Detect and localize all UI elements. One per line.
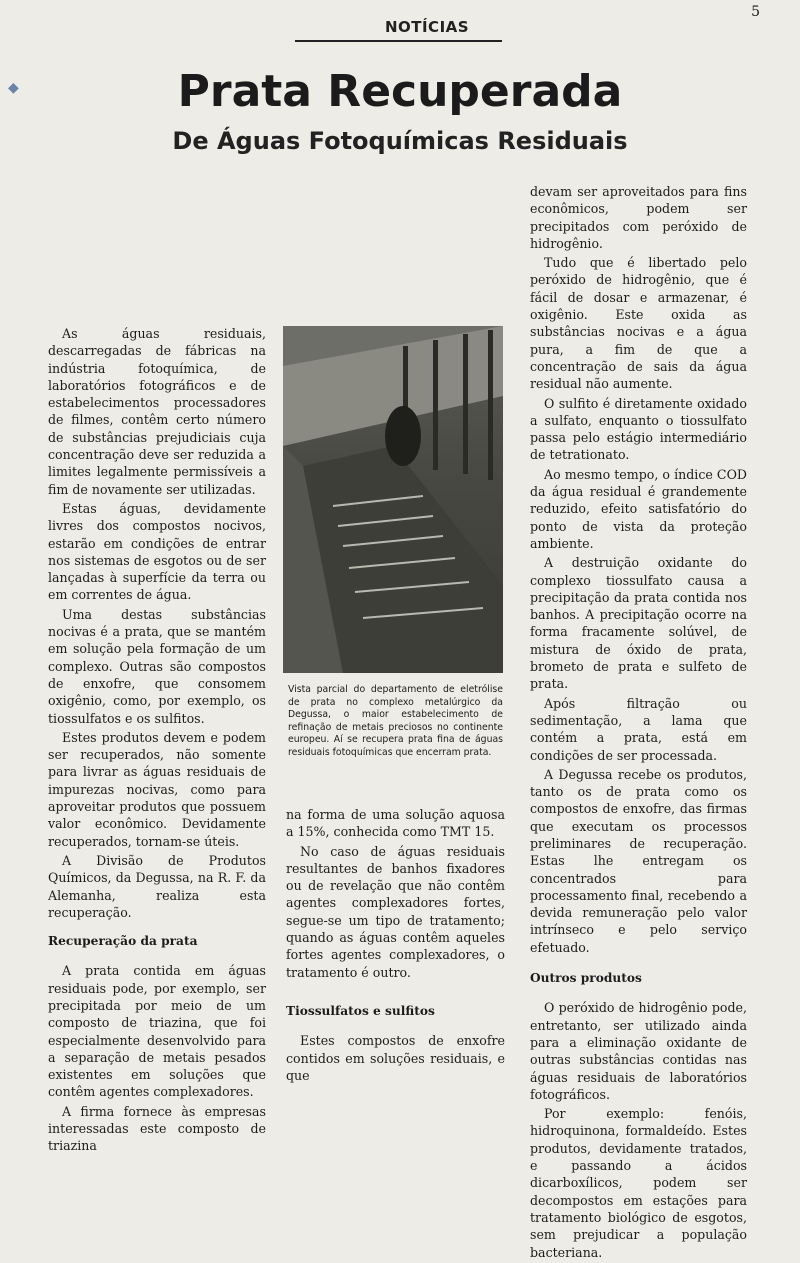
paragraph: Estas águas, devidamente livres dos compostos nocivos, estarão em condições de entrar nos sistemas de esgotos ou de ser lançadas à superfície da terra ou em correntes de água. [48, 500, 266, 603]
text-column-3 [530, 183, 747, 1263]
paragraph: A firma fornece às empresas interessadas este composto de triazina [48, 1103, 266, 1154]
factory-photo [283, 326, 503, 673]
paragraph: A Degussa recebe os produtos, tanto os de prata como os compostos de enxofre, das firmas que executam os processos preliminares de recuperação. Estas lhe entregam os concentrados para processamento final, recebendo a devida remuneração pelo valor intrínseco e pelo serviço efetuado. [530, 766, 747, 955]
paragraph: O sulfito é diretamente oxidado a sulfato, enquanto o tiossulfato passa pelo estágio intermediário de tetrationato. [530, 395, 747, 463]
section-heading: Recuperação da prata [48, 934, 198, 949]
paragraph: Estes compostos de enxofre contidos em soluções residuais, e que [286, 1033, 505, 1083]
paragraph: Por exemplo: fenóis, hidroquinona, formaldeído. Estes produtos, devidamente tratados, e passando a ácidos dicarboxílicos, podem ser decompostos em estações para tratamento biológico de esgotos, sem prejudicar a população bacteriana. [530, 1106, 747, 1260]
text-column-2 [286, 806, 505, 1086]
section-heading: Outros produtos [530, 971, 642, 986]
paragraph: Estes produtos devem e podem ser recuperados, não somente para livrar as águas residuais de impurezas nocivas, como para aproveitar produtos que possuem valor econômico. Devidamente recuperados, tornam-se úteis. [48, 729, 266, 849]
margin-mark-icon: ◆ [8, 80, 19, 96]
paragraph: No caso de águas residuais resultantes de banhos fixadores ou de revelação que não contêm agentes complexadores fortes, segue-se um tipo de tratamento; quando as águas contêm aqueles fortes agentes complexadores, o tratamento é outro. [286, 843, 505, 980]
paragraph: devam ser aproveitados para fins econômicos, podem ser precipitados com peróxido de hidrogênio. [530, 184, 747, 251]
text-column-1 [48, 325, 266, 1157]
paragraph: Após filtração ou sedimentação, a lama que contém a prata, está em condições de ser processada. [530, 695, 747, 763]
paragraph: A prata contida em águas residuais pode, por exemplo, ser precipitada por meio de um composto de triazina, que foi especialmente desenvolvido para a separação de metais pesados existentes em soluções que contêm agentes complexadores. [48, 963, 266, 1100]
page-number: 5 [751, 4, 760, 20]
paragraph: na forma de uma solução aquosa a 15%, conhecida como TMT 15. [286, 807, 505, 840]
paragraph: A Divisão de Produtos Químicos, da Degussa, na R. F. da Alemanha, realiza esta recuperação. [48, 852, 266, 920]
paragraph: Uma destas substâncias nocivas é a prata, que se mantém em solução pela formação de um complexo. Outras são compostos de enxofre, que consomem oxigênio, como, por exemplo, os tiossulfatos e os sulfitos. [48, 606, 266, 726]
section-rule [295, 40, 502, 42]
article-subtitle: De Águas Fotoquímicas Residuais [172, 127, 628, 155]
paragraph: A destruição oxidante do complexo tiossulfato causa a precipitação da prata contida nos banhos. A precipitação ocorre na forma fracamente solúvel, de mistura de óxido de prata, brometo de prata e sulfeto de prata. [530, 555, 747, 692]
paragraph: O peróxido de hidrogênio pode, entretanto, ser utilizado ainda para a eliminação oxidante de outras substâncias contidas nas águas residuais de laboratórios fotográficos. [530, 1000, 747, 1102]
paragraph: As águas residuais, descarregadas de fábricas na indústria fotoquímica, de laboratórios fotográficos e de estabelecimentos processadores de filmes, contêm certo número de substâncias prejudiciais cuja concentração deve ser reduzida a limites legalmente permissíveis a fim de novamente ser utilizadas. [48, 326, 266, 497]
section-heading: Tiossulfatos e sulfitos [286, 1003, 435, 1018]
photo-caption: Vista parcial do departamento de eletrólise de prata no complexo metalúrgico da Degussa, o maior estabelecimento de refinação de metais preciosos no continente europeu. Aí se recupera prata fina de águas residuais fotoquímicas que encerram prata. [288, 684, 503, 758]
paragraph: Ao mesmo tempo, o índice COD da água residual é grandemente reduzido, efeito satisfatório do ponto de vista da proteção ambiente. [530, 466, 747, 551]
article-title: Prata Recuperada [177, 66, 623, 117]
section-label: NOTÍCIAS [384, 18, 470, 36]
paragraph: Tudo que é libertado pelo peróxido de hidrogênio, que é fácil de dosar e armazenar, é oxigênio. Este oxida as substâncias nocivas e a água pura, a fim de que a concentração de sais da água residual não aumente. [530, 255, 747, 392]
